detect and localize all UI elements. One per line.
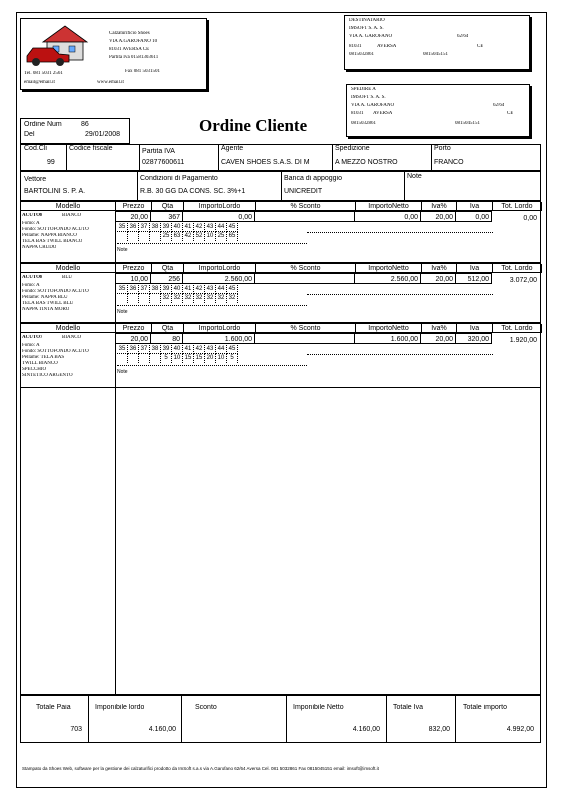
column-header-prezzo: Prezzo (116, 202, 152, 211)
size-qty: 65 (227, 232, 238, 241)
size-label: 44 (216, 345, 227, 354)
codcli-label: Cod.Cli (24, 145, 47, 152)
spedire-cap: 81031 (351, 111, 364, 116)
column-header-netto: ImportoNetto (356, 202, 422, 211)
size-qty: 20 (205, 354, 216, 363)
size-label: 39 (161, 223, 172, 232)
company-tel: Tel. 081 5031 2561 (24, 71, 63, 76)
row-total: 1.920,00 (509, 337, 537, 344)
size-qty: 10 (172, 354, 183, 363)
column-header-iva: Iva (457, 202, 493, 211)
partita-iva-label: Partita IVA (142, 148, 175, 155)
row-desc-line: SPECCHIO (22, 367, 47, 372)
column-header-prezzo: Prezzo (116, 324, 152, 333)
company-web: www.email.it (97, 80, 124, 85)
banca-label: Banca di appoggio (284, 175, 342, 182)
size-qty: 32 (194, 294, 205, 303)
column-header-ivap: Iva% (422, 264, 457, 273)
sconto-label: Sconto (195, 704, 217, 711)
size-label: 39 (161, 285, 172, 294)
row-total: 0,00 (523, 215, 537, 222)
size-qty: 5 (227, 354, 238, 363)
column-header-netto: ImportoNetto (356, 264, 422, 273)
size-label: 37 (139, 223, 150, 232)
totals-box (20, 695, 541, 743)
row-note: Note (117, 247, 128, 253)
codcli-value: 99 (47, 159, 55, 166)
spedire-number: 62/64 (493, 103, 505, 108)
column-header-iva: Iva (457, 264, 493, 273)
row-total: 3.072,00 (509, 277, 537, 284)
size-qty: 25 (161, 232, 172, 241)
size-label: 43 (205, 223, 216, 232)
column-header-lordo: ImportoLordo (184, 202, 256, 211)
destinatario-street: VIA A. GAROFANO (349, 34, 393, 39)
row-netto: 0,00 (355, 211, 421, 222)
size-qty: 32 (227, 294, 238, 303)
size-label: 41 (183, 223, 194, 232)
size-qty: 5 (161, 354, 172, 363)
destinatario-fax: 0815045151 (423, 52, 448, 57)
size-qty: 42 (183, 232, 194, 241)
table-body-frame (20, 201, 541, 695)
size-label: 37 (139, 285, 150, 294)
totale-iva-label: Totale Iva (393, 704, 423, 711)
company-city: 81031 AVERSA CE (109, 47, 150, 52)
note-label: Note (407, 173, 422, 180)
size-label: 45 (227, 285, 238, 294)
size-label: 36 (128, 345, 139, 354)
column-header-model: Modello (21, 324, 116, 333)
size-label: 36 (128, 223, 139, 232)
spedire-fax: 0815045151 (455, 121, 480, 126)
row-netto: 2.560,00 (355, 273, 421, 284)
column-header-ivap: Iva% (422, 202, 457, 211)
size-label: 38 (150, 285, 161, 294)
row-model: ACUTO7 (22, 335, 43, 340)
porto-value: FRANCO (434, 159, 464, 166)
row-qta: 80 (151, 333, 183, 344)
row-desc-line: TWILL BIANCO (22, 361, 58, 366)
destinatario-title: DESTINATARIO (349, 18, 385, 23)
row-qta: 367 (151, 211, 183, 222)
imponibile-lordo-value: 4.160,00 (148, 726, 176, 733)
row-lordo: 1.600,00 (183, 333, 255, 344)
spedire-name: IMSOFT S. A. S. (351, 95, 386, 100)
row-note: Note (117, 309, 128, 315)
company-fax: Fax 081 5031501 (125, 69, 160, 74)
row-lordo: 0,00 (183, 211, 255, 222)
size-label: 45 (227, 223, 238, 232)
row-ivap: 20,00 (421, 211, 456, 222)
row-desc-line: Fomo: A (22, 221, 40, 226)
size-label: 40 (172, 223, 183, 232)
spedire-city: AVERSA (373, 111, 393, 116)
pagamento-label: Condizioni di Pagamento (140, 175, 218, 182)
totale-paia-value: 703 (70, 726, 82, 733)
size-qty: 32 (172, 294, 183, 303)
spedire-box (346, 84, 530, 137)
row-prezzo: 20,00 (115, 211, 151, 222)
size-label: 38 (150, 345, 161, 354)
row-netto: 1.600,00 (355, 333, 421, 344)
imponibile-netto-label: Imponibile Netto (293, 704, 344, 711)
size-qty: 32 (205, 294, 216, 303)
destinatario-name: IMSOFT S. A. S. (349, 26, 384, 31)
order-number-box (20, 118, 130, 144)
size-label: 42 (194, 223, 205, 232)
spedire-tel: 0815032861 (351, 121, 376, 126)
row-color: BLU (62, 275, 72, 280)
row-desc-line: Fondo: SOTTOFONDO ACUTO (22, 349, 89, 354)
partita-iva-value: 02877600611 (142, 159, 185, 166)
totale-importo-value: 4.992,00 (506, 726, 534, 733)
column-header-ivap: Iva% (422, 324, 457, 333)
column-header-tot: Tot. Lordo (493, 324, 542, 333)
row-color: BIANCO (62, 213, 82, 218)
column-header-lordo: ImportoLordo (184, 264, 256, 273)
size-qty: 32 (216, 294, 227, 303)
row-iva: 512,00 (456, 273, 492, 284)
row-model: ACUTO8 (22, 213, 43, 218)
row-ivap: 20,00 (421, 333, 456, 344)
size-label: 42 (194, 285, 205, 294)
size-qty: 15 (183, 354, 194, 363)
column-header-tot: Tot. Lordo (493, 202, 542, 211)
row-desc-line: TELA BAS TWILL BIANCO (22, 239, 83, 244)
size-qty: 15 (194, 354, 205, 363)
row-note: Note (117, 369, 128, 375)
row-desc-line: Fondo: SOTTOFONDO ACUTO (22, 289, 89, 294)
agente-value: CAVEN SHOES S.A.S. DI M (221, 159, 310, 166)
size-qty: 32 (161, 294, 172, 303)
row-ivap: 20,00 (421, 273, 456, 284)
row-desc-line: NAPPA TINTA MORO (22, 307, 70, 312)
column-header-netto: ImportoNetto (356, 324, 422, 333)
size-label: 36 (128, 285, 139, 294)
order-date-label: Del (24, 131, 35, 138)
column-header-prezzo: Prezzo (116, 264, 152, 273)
row-color: BIANCO (62, 335, 82, 340)
row-desc-line: SINTETICO ARGENTO (22, 373, 73, 378)
column-header-qta: Qta (152, 324, 184, 333)
banca-value: UNICREDIT (284, 188, 323, 195)
size-label: 35 (117, 285, 128, 294)
size-label: 40 (172, 285, 183, 294)
size-label: 40 (172, 345, 183, 354)
size-label: 41 (183, 345, 194, 354)
column-header-sconto: % Sconto (256, 202, 356, 211)
size-label: 38 (150, 223, 161, 232)
size-label: 37 (139, 345, 150, 354)
totale-importo-label: Totale importo (463, 704, 507, 711)
spedizione-label: Spedizione (335, 145, 370, 152)
codice-fiscale-label: Codice fiscale (69, 145, 113, 152)
size-label: 35 (117, 223, 128, 232)
size-qty: 10 (205, 232, 216, 241)
totale-paia-label: Totale Paia (36, 704, 71, 711)
column-header-qta: Qta (152, 202, 184, 211)
size-label: 43 (205, 345, 216, 354)
company-email: email@email.it (24, 80, 55, 85)
size-label: 44 (216, 285, 227, 294)
size-qty: 10 (216, 354, 227, 363)
imponibile-lordo-label: Imponibile lordo (95, 704, 145, 711)
size-label: 44 (216, 223, 227, 232)
spedire-title: SPEDIRE A (351, 87, 376, 92)
row-desc-line: Fomo: A (22, 343, 40, 348)
destinatario-prov: CE (477, 44, 484, 49)
vettore-value: BARTOLINI S. P. A. (24, 188, 86, 195)
spedire-street: VIA A. GAROFANO (351, 103, 395, 108)
destinatario-cap: 81031 (349, 44, 362, 49)
size-qty: 52 (194, 232, 205, 241)
order-num-value: 86 (81, 121, 89, 128)
size-label: 42 (194, 345, 205, 354)
footer-text: Stampato da Shoes Web, software per la gestione dei calzaturifici prodotto da ImSoft s.a.s via A.Garofano 62/64 Aversa Cel. 081 5032861 Fax 0815045151 email: imsoft@imsoft.it (22, 766, 379, 771)
totale-iva-value: 832,00 (428, 726, 450, 733)
size-qty: 25 (216, 232, 227, 241)
size-label: 45 (227, 345, 238, 354)
porto-label: Porto (434, 145, 451, 152)
row-desc-line: Pellame: NAPPA BLU (22, 295, 68, 300)
row-lordo: 2.560,00 (183, 273, 255, 284)
company-address: VIA A.GAROFANO 10 (109, 39, 158, 44)
imponibile-netto-value: 4.160,00 (352, 726, 380, 733)
destinatario-box (344, 15, 530, 70)
size-label: 35 (117, 345, 128, 354)
column-header-sconto: % Sconto (256, 324, 356, 333)
destinatario-city: AVERSA (377, 44, 397, 49)
row-iva: 0,00 (456, 211, 492, 222)
order-date-value: 29/01/2008 (85, 131, 121, 138)
column-header-tot: Tot. Lordo (493, 264, 542, 273)
column-header-sconto: % Sconto (256, 264, 356, 273)
row-desc-line: Fondo: SOTTOFONDO ACUTO (22, 227, 89, 232)
row-desc-line: TELA BAS TWILL BLU (22, 301, 74, 306)
company-name: Calzaturificio Shoes (109, 31, 150, 36)
size-label: 41 (183, 285, 194, 294)
column-header-lordo: ImportoLordo (184, 324, 256, 333)
row-desc-line: Pellame: TELA BAS (22, 355, 65, 360)
column-header-qta: Qta (152, 264, 184, 273)
pagamento-value: R.B. 30 GG DA CONS. SC. 3%+1 (140, 188, 246, 195)
column-header-model: Modello (21, 202, 116, 211)
size-qty: 32 (183, 294, 194, 303)
row-prezzo: 20,00 (115, 333, 151, 344)
column-header-model: Modello (21, 264, 116, 273)
destinatario-number: 62/64 (457, 34, 469, 39)
size-label: 43 (205, 285, 216, 294)
destinatario-tel: 0815032861 (349, 52, 374, 57)
row-qta: 256 (151, 273, 183, 284)
info-row-1 (20, 144, 541, 171)
company-box (20, 18, 207, 90)
size-qty: 63 (172, 232, 183, 241)
row-prezzo: 10,00 (115, 273, 151, 284)
row-desc-line: Pellame: NAPPA BIANCO (22, 233, 77, 238)
row-desc-line: NAPPA CRUDO (22, 245, 57, 250)
page-title: Ordine Cliente (199, 116, 308, 135)
agente-label: Agente (221, 145, 244, 152)
spedire-prov: CE (507, 111, 514, 116)
column-header-iva: Iva (457, 324, 493, 333)
order-num-label: Ordine Num (24, 121, 62, 128)
spedizione-value: A MEZZO NOSTRO (335, 159, 398, 166)
info-row-2 (20, 171, 541, 201)
house-car-logo (23, 22, 105, 68)
row-model: ACUTO8 (22, 275, 43, 280)
size-label: 39 (161, 345, 172, 354)
vettore-label: Vettore (24, 176, 47, 183)
company-piva: Partita Iva 01581303611 (109, 55, 159, 60)
row-desc-line: Fomo: A (22, 283, 40, 288)
row-iva: 320,00 (456, 333, 492, 344)
